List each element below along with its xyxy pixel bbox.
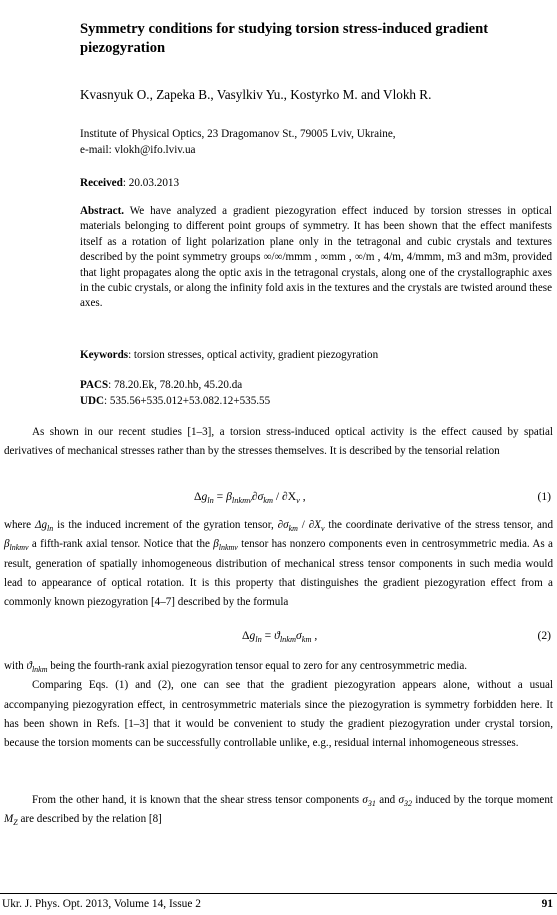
equation-2-number: (2) (537, 629, 551, 642)
pacs-text: : 78.20.Ek, 78.20.hb, 45.20.da (108, 379, 243, 391)
equation-1 (0, 487, 557, 507)
keywords (80, 348, 552, 363)
classification-codes (80, 378, 552, 409)
equation-2 (0, 626, 557, 646)
equation-2-expression: $\Delta g_{ln} = ϑ_{lnkm}\sigma_{km}$ , (242, 629, 318, 644)
body-paragraph-3: with $ϑ_{lnkm}$ being the fourth-rank axial piezogyration tensor equal to zero for any centrosymmetric media. Comparing Eqs. (1) and (2), one can see that the gradient piezogyration appears alone, without a usual accompanying piezogyration effect, in centrosymmetric materials since the piezogyration is symmetry forbidden here. It has been shown in Refs. [1–3] that it would be convenient to study the gradient piezogyration under crystal torsion, because the torsion moments can be successfully controllable unlike, e.g., residual internal inhomogeneous stresses. (4, 657, 553, 753)
udc-line (80, 394, 552, 410)
received-label: Received (80, 177, 123, 189)
footer-journal-citation: Ukr. J. Phys. Opt. 2013, Volume 14, Issue 2 (2, 898, 201, 910)
keywords-text: : torsion stresses, optical activity, gradient piezogyration (128, 349, 379, 361)
footer-divider (0, 893, 557, 894)
footer-page-number: 91 (541, 898, 553, 910)
received-value: : 20.03.2013 (122, 177, 180, 189)
affiliation-email: e-mail: vlokh@ifo.lviv.ua (80, 143, 196, 156)
body-paragraph-1: As shown in our recent studies [1–3], a torsion stress-induced optical activity is the effect caused by spatial derivatives of mechanical stresses rather than by the stresses themselves. It is described by the tensorial relation (4, 426, 553, 458)
equation-1-expression: $\Delta g_{ln} = \beta_{lnkmv}\partial\sigma_{km} / \partial X_v$ , (194, 490, 306, 505)
article-title: Symmetry conditions for studying torsion stress-induced gradient piezogyration (80, 21, 489, 56)
affiliation-address: Institute of Physical Optics, 23 Dragomanov St., 79005 Lviv, Ukraine, (80, 128, 396, 140)
equation-1-number: (1) (537, 490, 551, 503)
abstract (80, 204, 552, 312)
pacs-line (80, 378, 552, 394)
body-paragraph-3b: Comparing Eqs. (1) and (2), one can see that the gradient piezogyration appears alone, without a usual accompanying piezogyration effect, in centrosymmetric materials since the piezogyration is symmetry forbidden here. It has been shown in Refs. [1–3] that it would be convenient to study the gradient piezogyration under crystal torsion, because the torsion moments can be successfully controllable unlike, e.g., residual internal inhomogeneous stresses. (4, 679, 553, 750)
pacs-label: PACS (80, 379, 109, 391)
author-list: Kvasnyuk O., Zapeka B., Vasylkiv Yu., Kostyrko M. and Vlokh R. (80, 87, 432, 102)
keywords-label: Keywords (80, 349, 129, 361)
affiliation (80, 127, 550, 158)
abstract-text: We have analyzed a gradient piezogyration effect induced by torsion stresses in optical materials belonging to different point groups of symmetry. It has been shown that the effect manifests itself as a rotation of light polarization plane only in the tetragonal and cubic crystals and textures described by the point symmetry groups ∞/∞/mmm , ∞mm , ∞/m , 4/m, 4/mmm, m3 and m3m, provided that light propagates along the optic axis in the tetragonal crystals, along one of the crystallographic axes in the cubic crystals, or along the infinity fold axis in the textures and the crystals are twisted around these axes. (80, 205, 552, 310)
udc-text: : 535.56+535.012+53.082.12+535.55 (104, 394, 271, 407)
udc-label: UDC (80, 394, 105, 407)
body-paragraph-4: From the other hand, it is known that the shear stress tensor components $\sigma_{31}$ and $\sigma_{32}$ induced by the torque moment $M_Z$ are described by the relation [8] (4, 794, 553, 828)
body-paragraph-2: where $\Delta g_{ln}$ is the induced increment of the gyration tensor, $\partial\sigma_{km} / \partial X_v$ the coordinate derivative of the stress tensor, and $\beta_{lnkmv}$ a fifth-rank axial tensor. Notice that the $\beta_{lnkmv}$ tensor has nonzero components even in centrosymmetric media. As a result, generation of spatially inhomogeneous distribution of mechanical stress tensor components in such media would lead to appearance of optical rotation. It is this property that distinguishes the gradient piezogyration effect from a commonly known piezogyration [4–7] described by the formula (4, 519, 553, 609)
received-date (80, 176, 179, 191)
abstract-label: Abstract. (80, 205, 125, 217)
